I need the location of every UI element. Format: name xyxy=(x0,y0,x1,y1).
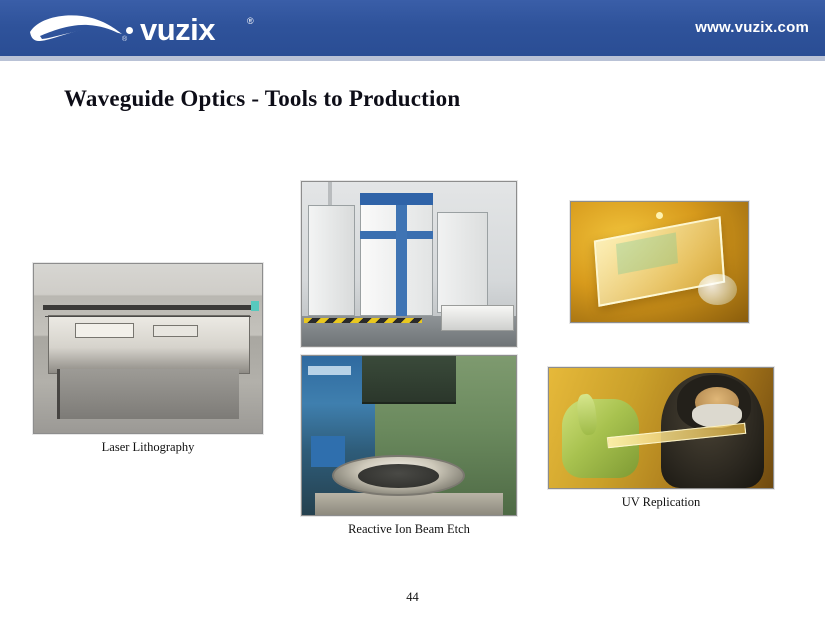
photo-uv-replication-technician xyxy=(548,367,774,489)
figure-waveguide-plate xyxy=(570,201,749,323)
slide-header xyxy=(0,0,825,56)
photo-ion-beam-etch-chamber xyxy=(301,355,517,516)
photo-process-tool-bay xyxy=(301,181,517,347)
figure-process-tool-bay xyxy=(301,181,517,347)
website-url: www.vuzix.com xyxy=(695,19,809,36)
vuzix-swoosh-logo-icon xyxy=(26,10,126,46)
figure-caption: UV Replication xyxy=(621,495,701,509)
header-divider-secondary xyxy=(0,61,825,63)
page-number: 44 xyxy=(406,590,419,604)
figure-uv-replication xyxy=(548,367,774,510)
figure-reactive-ion-beam-etch xyxy=(301,355,517,537)
brand-name: vuzix xyxy=(140,12,216,47)
brand-registered-mark: ® xyxy=(247,16,254,26)
figure-caption: Reactive Ion Beam Etch xyxy=(348,522,470,536)
figure-laser-lithography xyxy=(33,263,263,455)
page-title: Waveguide Optics - Tools to Production xyxy=(64,86,461,111)
logo-registered-mark: ® xyxy=(122,36,128,43)
vuzix-logo-dot-icon xyxy=(126,27,133,34)
photo-laser-lithography xyxy=(33,263,263,434)
photo-waveguide-plate xyxy=(570,201,749,323)
figure-caption: Laser Lithography xyxy=(101,440,195,454)
